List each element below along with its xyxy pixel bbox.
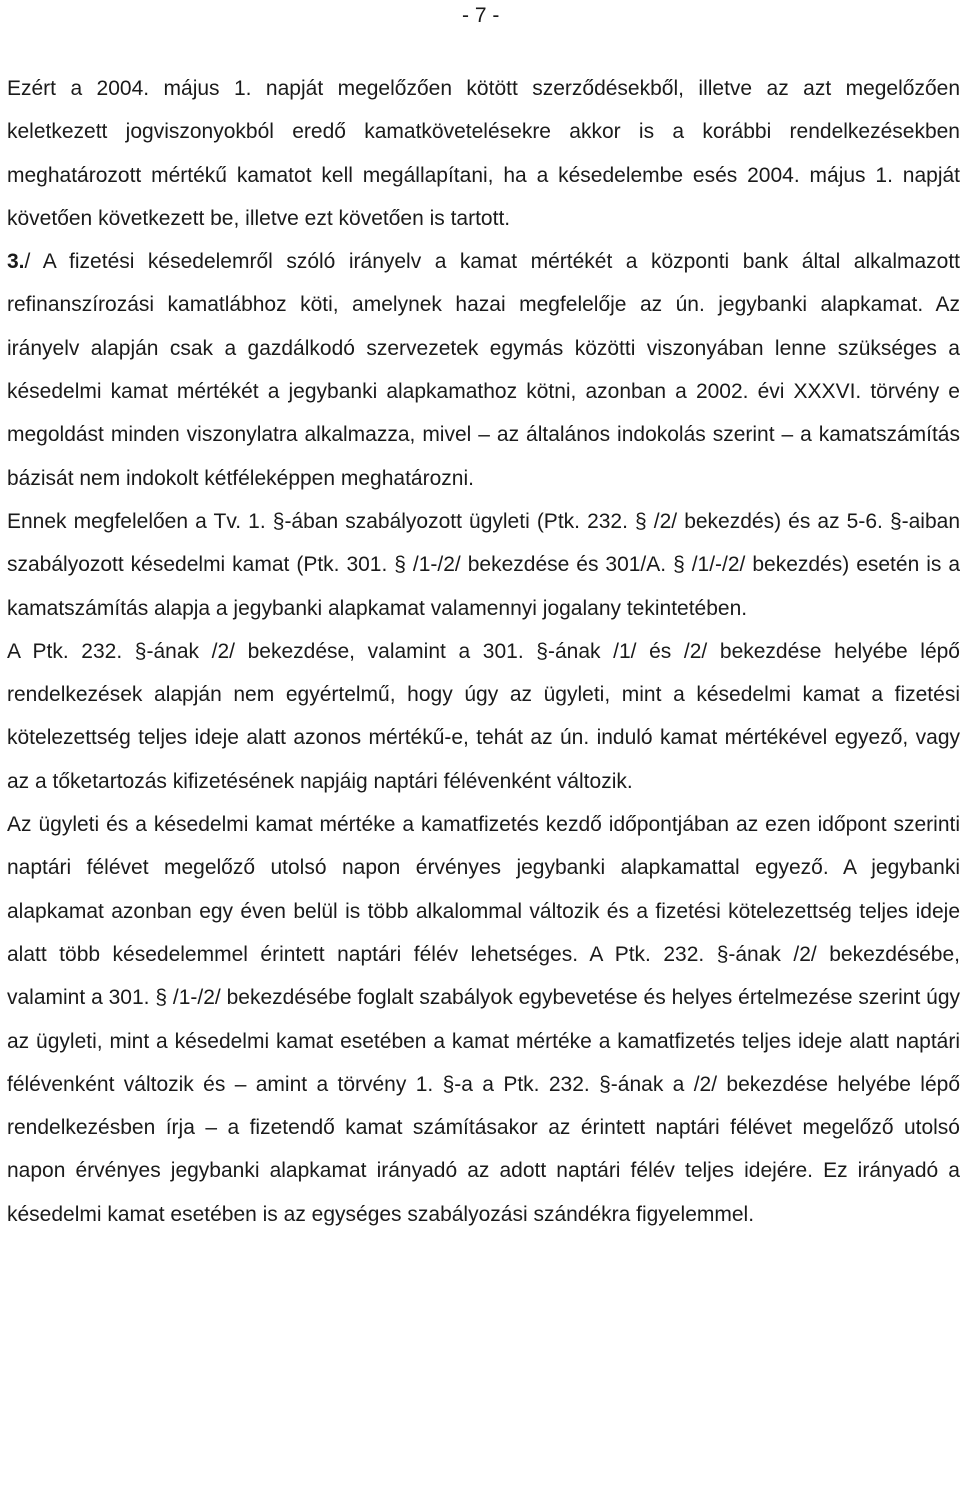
paragraph-4: A Ptk. 232. §-ának /2/ bekezdése, valamint a 301. §-ának /1/ és /2/ bekezdése helyébe lépő rendelkezések alapján nem egyértelmű, hogy úgy az ügyleti, mint a késedelmi kamat a fizetési kötelezettség teljes ideje alatt azonos mértékű-e, tehát az ún. induló kamat mértékével egyező, vagy az a tőketartozás kifizetésének napjáig naptári félévenként változik. xyxy=(7,639,960,793)
paragraph-1: Ezért a 2004. május 1. napját megelőzően kötött szerződésekből, illetve az azt megelőzően keletkezett jogviszonyokból eredő kamatkövetelésekre akkor is a korábbi rendelkezésekben meghatározott mértékű kamatot kell megállapítani, ha a késedelembe esés 2004. május 1. napját követően következett be, illetve ezt követően is tartott. xyxy=(7,77,960,230)
section-number: 3. xyxy=(7,250,25,274)
paragraph-5: Az ügyleti és a késedelmi kamat mértéke a kamatfizetés kezdő időpontjában az ezen időpont szerinti naptári félévet megelőző utolsó napon érvényes jegybanki alapkamattal egyező. A jegybanki alapkamat azonban egy éven belül is több alkalommal változik és a fizetési kötelezettség teljes ideje alatt több késedelemmel érintett naptári félév lehetséges. A Ptk. 232. §-ának /2/ bekezdésébe, valamint a 301. § /1-/2/ bekezdésébe foglalt szabályok egybevetése és helyes értelmezése szerint úgy az ügyleti, mint a késedelmi kamat esetében a kamat mértéke a kamatfizetés teljes ideje alatt naptári félévenként változik és – amint a törvény 1. §-a a Ptk. 232. §-ának a /2/ bekezdése helyébe lépő rendelkezésben írja – a fizetendő kamat számításakor az érintett naptári félévet megelőző utolsó napon érvényes jegybanki alapkamat irányadó az adott naptári félév teljes idejére. Ez irányadó a késedelmi kamat esetében is az egységes szabályozási szándékra figyelemmel. xyxy=(7,813,960,1226)
page-number: - 7 - xyxy=(462,4,500,27)
document-body xyxy=(7,67,960,1236)
paragraph-2 xyxy=(7,240,960,500)
paragraph-2-text: / A fizetési késedelemről szóló irányelv a kamat mértékét a központi bank által alkalmazott refinanszírozási kamatlábhoz köti, amelynek hazai megfelelője az ún. jegybanki alapkamat. Az irányelv alapján csak a gazdálkodó szervezetek egymás közötti viszonyában lenne szükséges a késedelmi kamat mértékét a jegybanki alapkamathoz kötni, azonban a 2002. évi XXXVI. törvény e megoldást minden viszonylatra alkalmazza, mivel – az általános indokolás szerint – a kamatszámítás bázisát nem indokolt kétféleképpen meghatározni. xyxy=(7,250,960,490)
paragraph-3: Ennek megfelelően a Tv. 1. §-ában szabályozott ügyleti (Ptk. 232. § /2/ bekezdés) és az 5-6. §-aiban szabályozott késedelmi kamat (Ptk. 301. § /1-/2/ bekezdése és 301/A. § /1/-/2/ bekezdés) esetén is a kamatszámítás alapja a jegybanki alapkamat valamennyi jogalany tekintetében. xyxy=(7,509,960,620)
